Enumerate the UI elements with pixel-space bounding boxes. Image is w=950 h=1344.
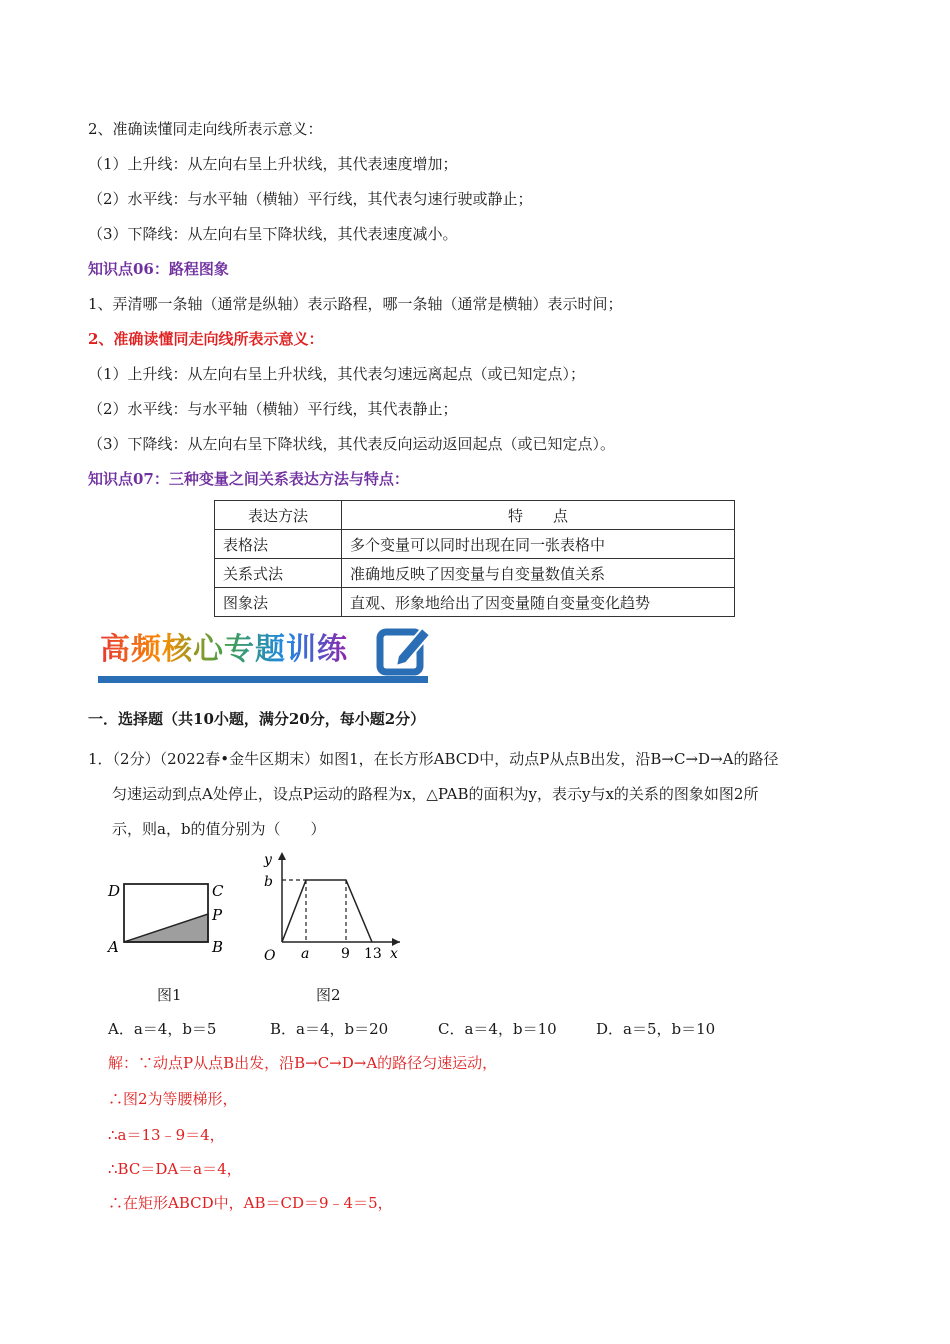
label-c: C bbox=[212, 882, 224, 900]
section-one-title: 一．选择题（共10小题，满分20分，每小题2分） bbox=[88, 710, 426, 728]
label-p: P bbox=[212, 906, 223, 924]
solution-line-2: ∴图2为等腰梯形， bbox=[108, 1090, 238, 1108]
figure-2-graph bbox=[256, 848, 406, 966]
question-1-line-3: 示，则a，b的值分别为（ ） bbox=[112, 820, 326, 838]
label-a-value: a bbox=[301, 946, 310, 962]
table-cell: 多个变量可以同时出现在同一张表格中 bbox=[342, 530, 735, 559]
training-banner bbox=[98, 620, 436, 684]
y-axis-arrow bbox=[278, 852, 286, 860]
solution-line-4: ∴BC＝DA＝a＝4， bbox=[108, 1160, 242, 1178]
question-1 bbox=[88, 742, 878, 847]
section5-heading: 2、准确读懂同走向线所表示意义： bbox=[88, 120, 323, 138]
tick-9: 9 bbox=[341, 946, 350, 962]
table-cell: 直观、形象地给出了因变量随自变量变化趋势 bbox=[342, 588, 735, 617]
kp06-line-3: （3）下降线：从左向右呈下降状线，其代表反向运动返回起点（或已知定点）。 bbox=[88, 435, 616, 453]
table-row bbox=[215, 559, 735, 588]
label-x: x bbox=[390, 946, 398, 962]
question-1-line-1: 1．（2分）（2022春•金牛区期末）如图1，在长方形ABCD中，动点P从点B出发，沿B→C→D→A的路径 bbox=[88, 750, 779, 768]
answer-options bbox=[108, 1018, 715, 1039]
table-cell: 准确地反映了因变量与自变量数值关系 bbox=[342, 559, 735, 588]
figure-2-caption: 图2 bbox=[316, 986, 341, 1004]
section5-line-1: （1）上升线：从左向右呈上升状线，其代表速度增加； bbox=[88, 155, 458, 173]
figure-1-rectangle bbox=[104, 874, 234, 958]
table-cell: 表格法 bbox=[215, 530, 342, 559]
expression-methods-table bbox=[214, 500, 735, 617]
table-row bbox=[215, 530, 735, 559]
table-header-row bbox=[215, 501, 735, 530]
shaded-triangle-pab bbox=[124, 914, 208, 942]
trapezoid-line bbox=[282, 880, 372, 942]
label-y: y bbox=[264, 852, 272, 868]
option-a[interactable]: A．a＝4，b＝5 bbox=[108, 1020, 217, 1038]
table-header-cell: 表达方法 bbox=[215, 501, 342, 530]
section5-line-3: （3）下降线：从左向右呈下降状线，其代表速度减小。 bbox=[88, 225, 458, 243]
kp06-line-1: （1）上升线：从左向右呈上升状线，其代表匀速远离起点（或已知定点）； bbox=[88, 365, 586, 383]
question-1-line-2: 匀速运动到点A处停止，设点P运动的路程为x，△PAB的面积为y，表示y与x的关系的图象如图2所 bbox=[112, 785, 759, 803]
option-d[interactable]: D．a＝5，b＝10 bbox=[596, 1020, 716, 1038]
kp06-line-2: （2）水平线：与水平轴（横轴）平行线，其代表静止； bbox=[88, 400, 458, 418]
label-a: A bbox=[108, 938, 119, 956]
table-row bbox=[215, 588, 735, 617]
option-c[interactable]: C．a＝4，b＝10 bbox=[438, 1020, 557, 1038]
kp06-point-1: 1、弄清哪一条轴（通常是纵轴）表示路程，哪一条轴（通常是横轴）表示时间； bbox=[88, 295, 623, 313]
kp07-title: 知识点07：三种变量之间关系表达方法与特点： bbox=[88, 470, 409, 488]
kp06-point-2: 2、准确读懂同走向线所表示意义： bbox=[88, 330, 324, 348]
label-origin: O bbox=[264, 948, 276, 964]
edit-icon bbox=[376, 620, 434, 680]
table-cell: 关系式法 bbox=[215, 559, 342, 588]
tick-13: 13 bbox=[364, 946, 382, 962]
section5-line-2: （2）水平线：与水平轴（横轴）平行线，其代表匀速行驶或静止； bbox=[88, 190, 533, 208]
x-axis-arrow bbox=[392, 938, 400, 946]
label-b: B bbox=[212, 938, 224, 956]
solution-line-5: ∴在矩形ABCD中，AB＝CD＝9﹣4＝5， bbox=[108, 1194, 393, 1212]
table-cell: 图象法 bbox=[215, 588, 342, 617]
solution-line-1: 解：∵动点P从点B出发，沿B→C→D→A的路径匀速运动， bbox=[108, 1054, 498, 1072]
banner-underline bbox=[98, 676, 428, 683]
label-b-value: b bbox=[264, 874, 273, 890]
label-d: D bbox=[108, 882, 121, 900]
solution-line-3: ∴a＝13﹣9＝4， bbox=[108, 1126, 225, 1144]
banner-title: 高频核心专题训练 bbox=[100, 624, 348, 668]
table-header-cell: 特 点 bbox=[342, 501, 735, 530]
option-b[interactable]: B．a＝4，b＝20 bbox=[270, 1020, 389, 1038]
kp06-title: 知识点06：路程图象 bbox=[88, 260, 229, 278]
figure-1-caption: 图1 bbox=[157, 986, 182, 1004]
